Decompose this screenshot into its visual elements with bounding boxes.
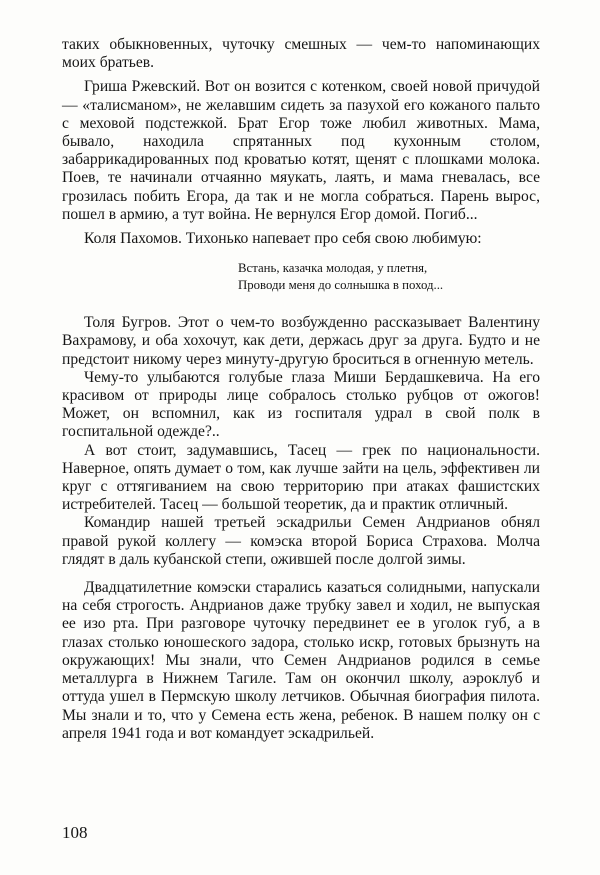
song-quote (238, 260, 540, 294)
paragraph-tolya-bugrov: Толя Бугров. Этот о чем-то возбужденно рассказывает Валентину Вахрамову, и оба хохочут, как дети, держась друг за друга. Будто и не предстоит никому через минуту-другую броситься в огненную метель. (62, 314, 540, 368)
paragraph-misha-berdashkevich: Чему-то улыбаются голубые глаза Миши Бердашкевича. На его красивом от природы лице собралось столько рубцов от ожогов! Может, он вспомнил, как из госпиталя удрал в свой полк в госпитальной одежде?.. (62, 368, 540, 441)
paragraph-squadron-commanders: Двадцатилетние комэски старались казаться солидными, напускали на себя строгость. Андрианов даже трубку завел и ходил, не выпуская ее изо рта. При разговоре чуточку передвинет ее в уголок губ, а в глазах столько юношеского задора, столько искр, готовых брызнуть на окружающих! Мы знали, что Семен Андрианов родился в семье металлурга в Нижнем Тагиле. Там он окончил школу, аэроклуб и оттуда ушел в Пермскую школу летчиков. Обычная биография пилота. Мы знали и то, что у Семена есть жена, ребенок. В нашем полку он с апреля 1941 года и вот командует эскадрильей. (62, 579, 540, 742)
paragraph-tasets: А вот стоит, задумавшись, Тасец — грек по национальности. Наверное, опять думает о том, как лучше зайти на цель, эффективен ли круг с оттягиванием на свою территорию при атаках фашистских истребителей. Тасец — большой теоретик, да и практик отличный. (62, 441, 540, 514)
song-line: Встань, казачка молодая, у плетня, (238, 261, 428, 276)
page-number: 108 (62, 823, 88, 842)
paragraph-semen-andrianov: Командир нашей третьей эскадрильи Семен Андрианов обнял правой рукой коллегу — комэска второй Бориса Страхова. Молча глядят в даль кубанской степи, ожившей после долгой зимы. (62, 514, 540, 568)
paragraph-continued: таких обыкновенных, чуточку смешных — чем-то напоминающих моих братьев. (62, 36, 540, 72)
song-line: Проводи меня до солнышка в поход... (238, 278, 444, 293)
paragraph-kolya-pakhomov: Коля Пахомов. Тихонько напевает про себя свою любимую: (84, 230, 482, 248)
page-body-text (62, 36, 540, 743)
paragraph-grisha-rzhevsky: Гриша Ржевский. Вот он возится с котенком, своей новой причудой — «талисманом», не желавшим сидеть за пазухой его кожаного пальто с меховой подстежкой. Брат Егор тоже любил животных. Мама, бывало, находила спрятанных под кухонным столом, забаррикадированных под кроватью котят, щенят с плошками молока. Поев, те начинали отчаянно мяукать, лаять, и мама гневалась, все грозилась побить Егора, да так и не могла собраться. Парень вырос, пошел в армию, а тут война. Не вернулся Егор домой. Погиб... (62, 78, 540, 223)
